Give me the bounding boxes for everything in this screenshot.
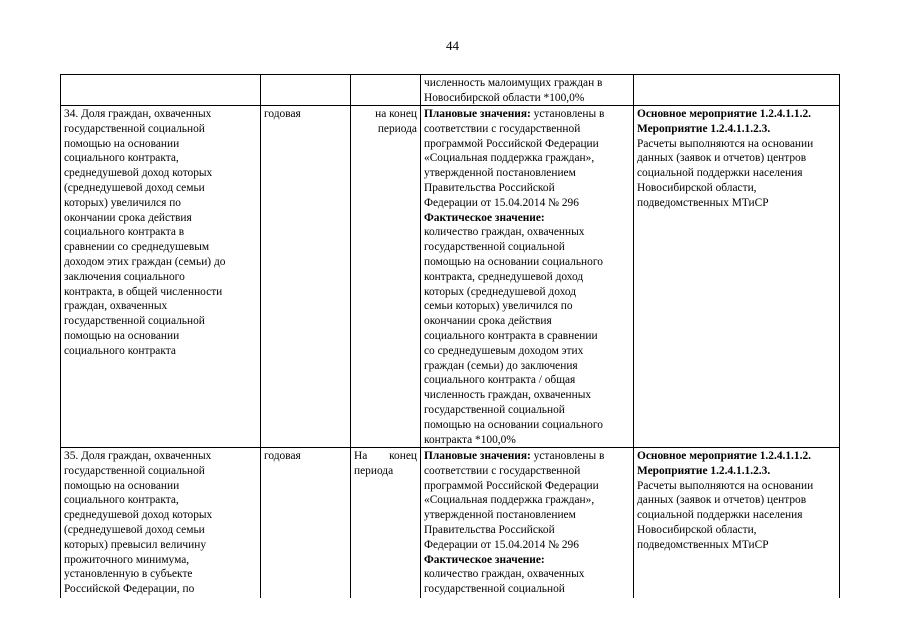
text-line: данных (заявок и отчетов) центров: [637, 152, 807, 165]
text-line: граждан, охваченных: [64, 300, 168, 313]
text-line: социальной поддержки населения: [637, 167, 803, 180]
plan-label: Плановые значения:: [424, 108, 531, 120]
text-line: (среднедушевой доход семьи: [64, 523, 205, 536]
timing-cell: [351, 448, 421, 598]
text-line: заключения социального: [64, 270, 185, 283]
text-line: соответствии с государственной: [424, 122, 581, 135]
periodicity-text: годовая: [264, 108, 301, 120]
text-line: программой Российской Федерации: [424, 137, 599, 150]
text-line: контракта, среднедушевой доход: [424, 270, 584, 283]
text-line: Расчеты выполняются на основании: [637, 137, 814, 150]
sub-activity: Мероприятие 1.2.4.1.1.2.3.: [637, 122, 771, 135]
fact-label: Фактическое значение:: [424, 211, 545, 224]
table-row: [61, 448, 840, 598]
sub-activity: Мероприятие 1.2.4.1.1.2.3.: [637, 464, 771, 477]
text-line: социальной поддержки населения: [637, 509, 803, 522]
text-line: которых (среднедушевой доход: [424, 285, 577, 298]
text-line: Новосибирской области,: [637, 181, 757, 194]
source-text: [637, 137, 836, 211]
text-line: «Социальная поддержка граждан»,: [424, 152, 595, 165]
text-line: социального контракта в: [64, 226, 185, 239]
text-line: Федерации от 15.04.2014 № 296: [424, 538, 579, 551]
text-line: Расчеты выполняются на основании: [637, 479, 814, 492]
plan-line: [424, 107, 630, 122]
fact-text: [424, 567, 630, 597]
source-cell: [634, 106, 840, 448]
plan-text: [424, 122, 630, 211]
text-line: государственной социальной: [64, 122, 205, 135]
text-line: Федерации от 15.04.2014 № 296: [424, 196, 579, 209]
table-row: [61, 75, 840, 106]
text-line: подведомственных МТиСР: [637, 196, 769, 209]
text-line: установленную в субъекте: [64, 568, 193, 581]
indicator-table: [60, 74, 840, 598]
text-line: утвержденной постановлением: [424, 509, 576, 522]
text-line: данных (заявок и отчетов) центров: [637, 494, 807, 507]
fact-text: [424, 225, 630, 447]
text-line: «Социальная поддержка граждан»,: [424, 494, 595, 507]
text-line: Новосибирской области *100,0%: [424, 91, 585, 104]
text-line: утвержденной постановлением: [424, 167, 576, 180]
text-line: количество граждан, охваченных: [424, 226, 585, 239]
text-line: среднедушевой доход которых: [64, 167, 213, 180]
calculation-cell: [421, 448, 634, 598]
periodicity-cell: [261, 448, 351, 598]
plan-line: [424, 449, 630, 464]
text-line: помощью на основании: [64, 137, 180, 150]
timing-word: периода: [354, 464, 394, 477]
text-line: помощью на основании социального: [424, 418, 603, 431]
text-line: количество граждан, охваченных: [424, 568, 585, 581]
text-line: контракта *100,0%: [424, 433, 516, 446]
source-cell: [634, 448, 840, 598]
table-cell: [634, 75, 840, 106]
text-line: численность граждан, охваченных: [424, 389, 592, 402]
text-line: соответствии с государственной: [424, 464, 581, 477]
text-line: сравнении со среднедушевым: [64, 241, 210, 254]
text-line: которых) увеличился по: [64, 196, 181, 209]
text-line: социального контракта / общая: [424, 374, 576, 387]
text-line: социального контракта: [64, 344, 176, 357]
text-line: помощью на основании социального: [424, 255, 603, 268]
timing-word: конец: [389, 450, 417, 462]
text-line: Правительства Российской: [424, 181, 555, 194]
text-line: (среднедушевой доход семьи: [64, 181, 205, 194]
timing-line: [354, 449, 417, 464]
text-line: окончании срока действия: [64, 211, 192, 224]
text-line: подведомственных МТиСР: [637, 538, 769, 551]
text-line: социального контракта,: [64, 152, 179, 165]
table-cell: [421, 75, 634, 106]
text-line: государственной социальной: [64, 315, 205, 328]
main-activity: Основное мероприятие 1.2.4.1.1.2.: [637, 450, 811, 462]
text-line: государственной социальной: [424, 241, 565, 254]
periodicity-cell: [261, 106, 351, 448]
text-line: Российской Федерации, по: [64, 583, 195, 596]
table-cell: [261, 75, 351, 106]
text-line: среднедушевой доход которых: [64, 509, 213, 522]
text-line: 34. Доля граждан, охваченных: [64, 108, 212, 120]
page-number: 44: [446, 38, 459, 53]
text-line: которых) превысил величину: [64, 538, 207, 551]
table-row: [61, 106, 840, 448]
plan-first-text: установлены в: [530, 450, 605, 462]
text-line: со среднедушевым доходом этих: [424, 344, 584, 357]
timing-word: На: [354, 450, 368, 462]
fact-label: Фактическое значение:: [424, 553, 545, 566]
text-line: государственной социальной: [64, 464, 205, 477]
text-line: прожиточного минимума,: [64, 553, 190, 566]
text-line: контракта, в общей численности: [64, 285, 223, 298]
text-line: 35. Доля граждан, охваченных: [64, 450, 212, 462]
text-line: численность малоимущих граждан в: [424, 77, 603, 89]
text-line: помощью на основании: [64, 329, 180, 342]
text-line: помощью на основании: [64, 479, 180, 492]
text-line: программой Российской Федерации: [424, 479, 599, 492]
text-line: государственной социальной: [424, 583, 565, 596]
plan-label: Плановые значения:: [424, 450, 531, 462]
text-line: социального контракта в сравнении: [424, 329, 598, 342]
text-line: Правительства Российской: [424, 523, 555, 536]
plan-first-text: установлены в: [530, 108, 605, 120]
text-line: Новосибирской области,: [637, 523, 757, 536]
text-line: на конец: [375, 108, 417, 120]
text-line: семьи которых) увеличился по: [424, 300, 573, 313]
text-line: граждан (семьи) до заключения: [424, 359, 578, 372]
text-line: окончании срока действия: [424, 315, 552, 328]
periodicity-text: годовая: [264, 450, 301, 462]
text-line: государственной социальной: [424, 403, 565, 416]
main-activity: Основное мероприятие 1.2.4.1.1.2.: [637, 108, 811, 120]
timing-cell: [351, 106, 421, 448]
indicator-name-cell: [61, 106, 261, 448]
text-line: социального контракта,: [64, 494, 179, 507]
text-line: доходом этих граждан (семьи) до: [64, 255, 226, 268]
plan-text: [424, 464, 630, 553]
calculation-cell: [421, 106, 634, 448]
table-cell: [61, 75, 261, 106]
text-line: периода: [377, 122, 417, 135]
source-text: [637, 479, 836, 553]
indicator-name-cell: [61, 448, 261, 598]
table-cell: [351, 75, 421, 106]
